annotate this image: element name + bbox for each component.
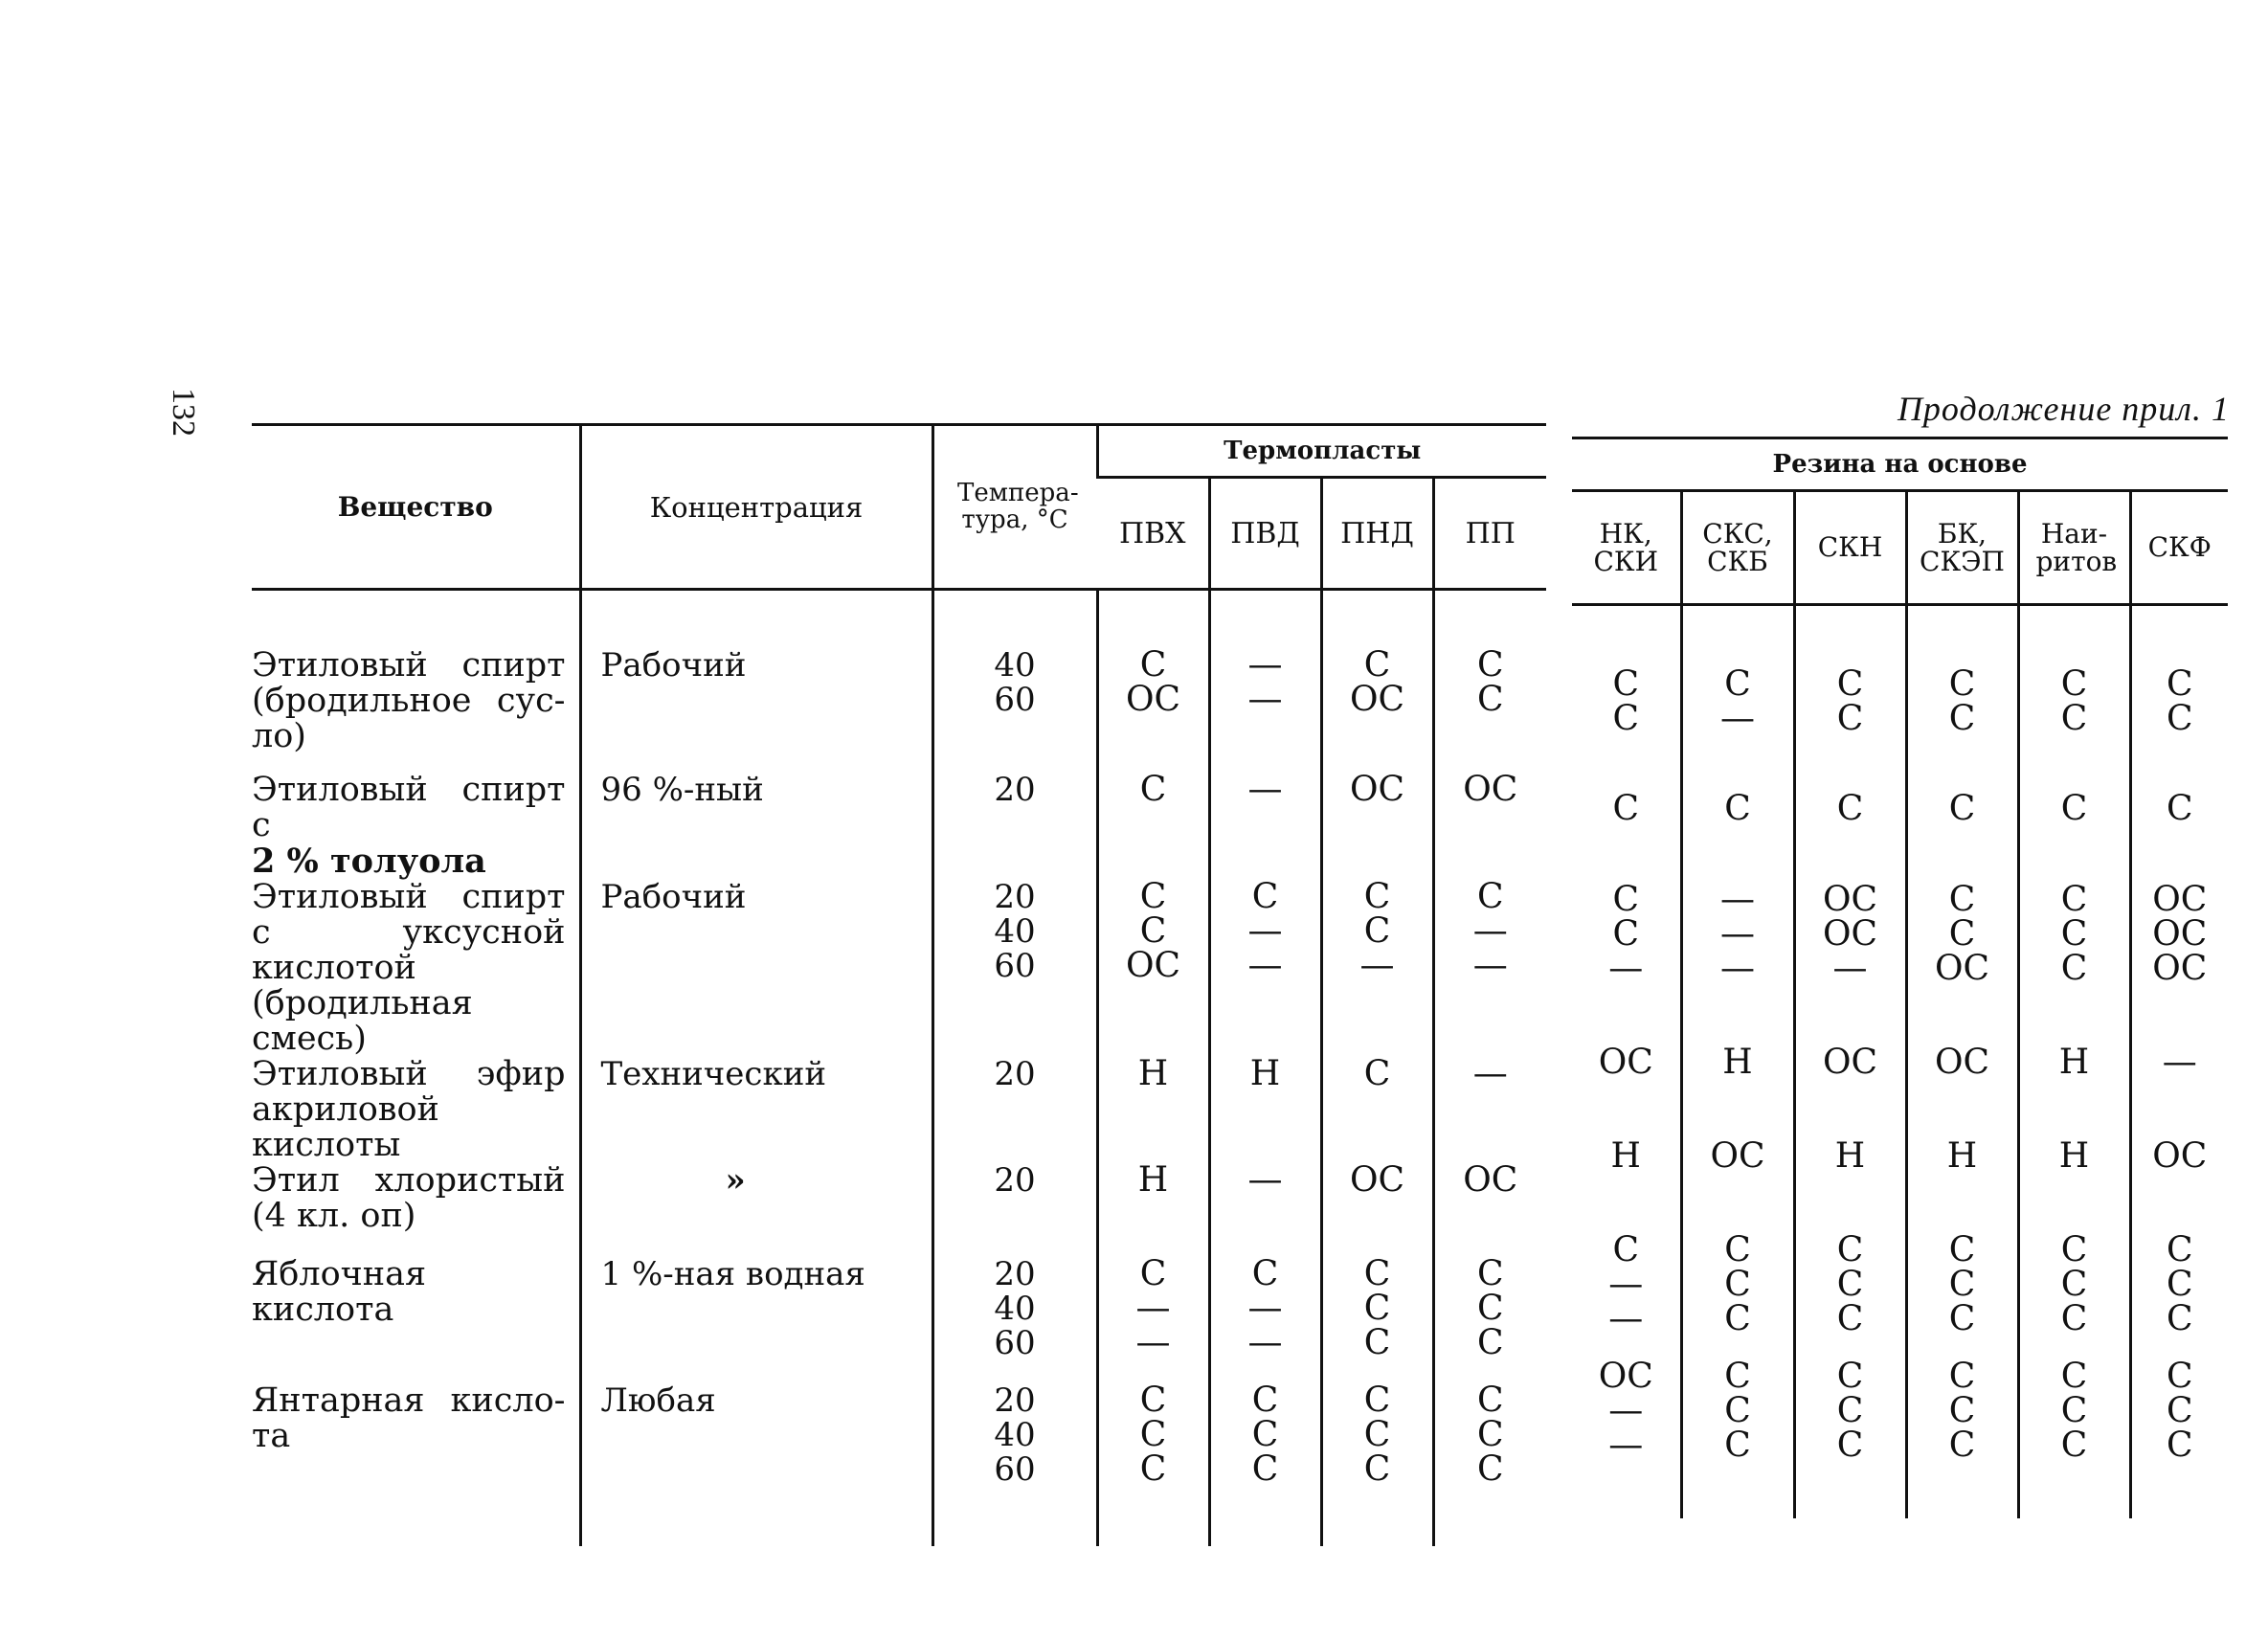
- cell-sks-skb: ОС: [1681, 1135, 1794, 1229]
- cell-temperature: 20: [932, 1057, 1097, 1163]
- cell-nairit: С С С: [2018, 1356, 2130, 1518]
- header-bk-skep: БК, СКЭП: [1906, 491, 2018, 605]
- table-row: [1572, 663, 2228, 788]
- cell-pp: —: [1433, 1057, 1546, 1163]
- cell-nk-ski: С С —: [1608, 880, 1644, 988]
- cell-ldpe: —: [1209, 1163, 1321, 1257]
- table-row: [252, 1383, 1546, 1546]
- cell-bk-skep: С С С: [1906, 1356, 2018, 1518]
- table-row: [1572, 788, 2228, 879]
- cell-bk-skep: С С: [1906, 663, 2018, 788]
- rubber-table: [1572, 437, 2228, 1518]
- header-ldpe: ПВД: [1209, 478, 1321, 590]
- thermoplastics-table: [252, 423, 1546, 1546]
- header-sks-skb: СКС, СКБ: [1681, 491, 1794, 605]
- left-table-body: [252, 645, 1546, 1546]
- cell-skn: Н: [1794, 1135, 1906, 1229]
- cell-skn: С С: [1794, 663, 1906, 788]
- cell-skn: ОС: [1794, 1042, 1906, 1135]
- cell-pvc: Н: [1097, 1057, 1209, 1163]
- substance-text: Этил хлористый (4 кл. оп): [252, 1161, 566, 1235]
- header-substance: Вещество: [252, 425, 580, 590]
- cell-sks-skb: С С С: [1681, 1356, 1794, 1518]
- cell-concentration: Технический: [580, 1057, 932, 1163]
- cell-concentration: »: [580, 1163, 932, 1257]
- cell-nk-ski: Н: [1610, 1136, 1641, 1176]
- cell-temperature: 20: [932, 1163, 1097, 1257]
- cell-ldpe: С С С: [1209, 1383, 1321, 1546]
- cell-ldpe: Н: [1209, 1057, 1321, 1163]
- cell-pp: С С С: [1433, 1257, 1546, 1383]
- cell-ldpe: —: [1209, 773, 1321, 880]
- cell-pvc: С С С: [1097, 1383, 1209, 1546]
- substance-text: Яблочная кислота: [252, 1255, 427, 1329]
- cell-temperature: 20 40 60: [932, 1257, 1097, 1383]
- cell-pvc: Н: [1097, 1163, 1209, 1257]
- cell-pp: С С С: [1433, 1383, 1546, 1546]
- cell-bk-skep: С: [1906, 788, 2018, 879]
- header-hdpe: ПНД: [1321, 478, 1433, 590]
- cell-hdpe: ОС: [1321, 1163, 1433, 1257]
- cell-temperature: 20 40 60: [932, 880, 1097, 1057]
- cell-skf: С С С: [2130, 1229, 2228, 1356]
- header-pvc: ПВХ: [1097, 478, 1209, 590]
- header-skf: СКФ: [2130, 491, 2228, 605]
- cell-temperature: 20: [932, 773, 1097, 880]
- cell-temperature: 40 60: [932, 648, 1097, 773]
- cell-nairit: С С С: [2018, 1229, 2130, 1356]
- cell-sks-skb: С —: [1681, 663, 1794, 788]
- cell-ldpe: С — —: [1209, 1257, 1321, 1383]
- cell-hdpe: С С С: [1321, 1257, 1433, 1383]
- cell-hdpe: С: [1321, 1057, 1433, 1163]
- cell-skf: С С С: [2130, 1356, 2228, 1518]
- cell-pvc: С — —: [1097, 1257, 1209, 1383]
- table-row: [1572, 1229, 2228, 1356]
- page-number: 132: [166, 388, 201, 437]
- cell-pvc: С ОС: [1097, 648, 1209, 773]
- cell-skn: С С С: [1794, 1356, 1906, 1518]
- cell-nairit: С С: [2018, 663, 2130, 788]
- header-skn: СКН: [1794, 491, 1906, 605]
- cell-skf: С: [2130, 788, 2228, 879]
- cell-concentration: Любая: [580, 1383, 932, 1546]
- header-temperature: Темпера-тура, °С: [932, 425, 1097, 590]
- cell-pp: С С: [1433, 648, 1546, 773]
- cell-sks-skb: С: [1681, 788, 1794, 879]
- substance-text-bold: 2 % толуола: [252, 842, 486, 881]
- cell-nk-ski: С — —: [1608, 1230, 1644, 1338]
- cell-hdpe: С С —: [1321, 880, 1433, 1057]
- cell-pp: С — —: [1433, 880, 1546, 1057]
- table-row: [1572, 1356, 2228, 1518]
- cell-substance: [252, 1057, 580, 1163]
- cell-substance: [252, 773, 580, 880]
- cell-ldpe: С — —: [1209, 880, 1321, 1057]
- header-thermoplastics: Термопласты: [1097, 425, 1546, 478]
- cell-concentration: Рабочий: [580, 880, 932, 1057]
- cell-skf: —: [2130, 1042, 2228, 1135]
- substance-text: Этиловый спирт с уксусной кислотой (бродильная смесь): [252, 878, 566, 1058]
- cell-nairit: С: [2018, 788, 2130, 879]
- cell-nairit: Н: [2018, 1042, 2130, 1135]
- cell-skf: ОС ОС ОС: [2130, 879, 2228, 1042]
- cell-nairit: С С С: [2018, 879, 2130, 1042]
- cell-bk-skep: Н: [1906, 1135, 2018, 1229]
- substance-text: Этиловый спирт (бродильное сус-ло): [252, 646, 566, 755]
- cell-pvc: С С ОС: [1097, 880, 1209, 1057]
- cell-bk-skep: ОС: [1906, 1042, 2018, 1135]
- right-table-body: [1572, 663, 2228, 1518]
- header-pp: ПП: [1433, 478, 1546, 590]
- cell-substance: [252, 1383, 580, 1546]
- cell-sks-skb: С С С: [1681, 1229, 1794, 1356]
- header-nk-ski: НК, СКИ: [1572, 491, 1681, 605]
- cell-nairit: Н: [2018, 1135, 2130, 1229]
- cell-skn: С С С: [1794, 1229, 1906, 1356]
- table-row: [252, 1163, 1546, 1257]
- cell-pvc: С: [1097, 773, 1209, 880]
- cell-nk-ski: ОС: [1598, 1043, 1653, 1082]
- cell-sks-skb: Н: [1681, 1042, 1794, 1135]
- cell-bk-skep: С С С: [1906, 1229, 2018, 1356]
- cell-hdpe: С С С: [1321, 1383, 1433, 1546]
- cell-concentration: 1 %-ная водная: [580, 1257, 932, 1383]
- cell-concentration: Рабочий: [580, 648, 932, 773]
- table-row: [252, 648, 1546, 773]
- cell-sks-skb: — — —: [1681, 879, 1794, 1042]
- cell-skf: ОС: [2130, 1135, 2228, 1229]
- cell-nk-ski: С С: [1612, 664, 1640, 738]
- cell-pp: ОС: [1433, 773, 1546, 880]
- cell-temperature: 20 40 60: [932, 1383, 1097, 1546]
- table-row: [1572, 1135, 2228, 1229]
- table-row: [252, 773, 1546, 880]
- substance-text: Янтарная кисло-та: [252, 1381, 566, 1455]
- table-row: [252, 1257, 1546, 1383]
- cell-pp: ОС: [1433, 1163, 1546, 1257]
- cell-bk-skep: С С ОС: [1906, 879, 2018, 1042]
- cell-hdpe: ОС: [1321, 773, 1433, 880]
- cell-hdpe: С ОС: [1321, 648, 1433, 773]
- cell-ldpe: — —: [1209, 648, 1321, 773]
- cell-skn: С: [1794, 788, 1906, 879]
- cell-nk-ski: С: [1612, 789, 1640, 828]
- table-row: [1572, 1042, 2228, 1135]
- substance-text: Этиловый эфир акриловой кислоты: [252, 1055, 566, 1164]
- substance-text: Этиловый спирт с: [252, 771, 566, 844]
- header-nairit: Наи-ритов: [2018, 491, 2130, 605]
- table-row: [1572, 879, 2228, 1042]
- cell-concentration: 96 %-ный: [580, 773, 932, 880]
- cell-substance: [252, 880, 580, 1057]
- continuation-caption: Продолжение прил. 1: [1897, 390, 2230, 428]
- table-row: [252, 880, 1546, 1057]
- table-row: [252, 1057, 1546, 1163]
- cell-substance: [252, 1257, 580, 1383]
- cell-substance: [252, 648, 580, 773]
- cell-skf: С С: [2130, 663, 2228, 788]
- header-rubber: Резина на основе: [1572, 438, 2228, 491]
- cell-nk-ski: ОС — —: [1598, 1357, 1653, 1465]
- cell-skn: ОС ОС —: [1794, 879, 1906, 1042]
- cell-substance: [252, 1163, 580, 1257]
- header-concentration: Концентрация: [580, 425, 932, 590]
